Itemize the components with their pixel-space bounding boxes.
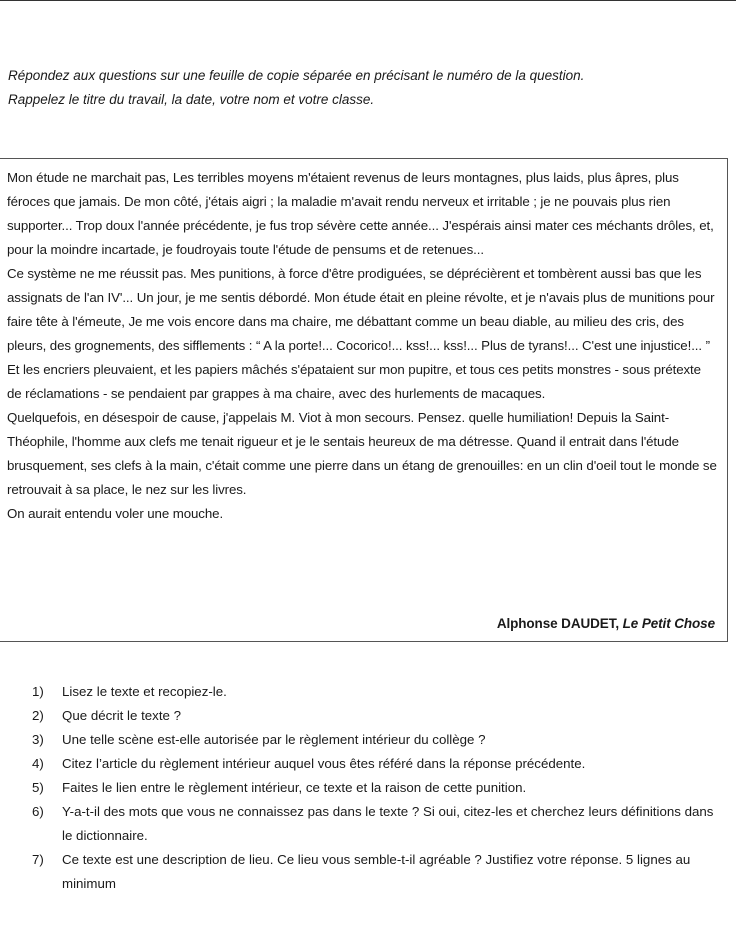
question-text: Ce texte est une description de lieu. Ce lieu vous semble-t-il agréable ? Justifiez votre réponse. 5 lignes au minimum [62,852,691,891]
question-item [32,752,722,776]
passage-paragraph: On aurait entendu voler une mouche. [7,506,224,521]
instruction-line: Répondez aux questions sur une feuille de copie séparée en précisant le numéro de la question. [8,68,585,83]
instructions [8,64,728,112]
author-name: Alphonse DAUDET, [496,616,623,631]
question-number: 4) [32,756,44,771]
question-item [32,728,722,752]
question-number: 1) [32,684,44,699]
question-number: 3) [32,732,44,747]
question-text: Une telle scène est-elle autorisée par le règlement intérieur du collège ? [62,732,486,747]
passage-paragraph: Quelquefois, en désespoir de cause, j'appelais M. Viot à mon secours. Pensez. quelle humiliation! Depuis la Saint-Théophile, l'homme aux clefs me tenait rigueur et je le sentais heureux de ma détresse. Quand il entrait dans l'étude brusquement, ses clefs à la main, c'était comme une pierre dans un étang de grenouilles: en un clin d'oeil tout le monde se retrouvait à sa place, le nez sur les livres. [7,410,717,497]
question-number: 5) [32,780,44,795]
question-item [32,800,722,848]
passage-box [0,158,728,642]
question-text: Y-a-t-il des mots que vous ne connaissez pas dans le texte ? Si oui, citez-les et cherchez leurs définitions dans le dictionnaire. [62,804,714,843]
book-title: Le Petit Chose [622,616,715,631]
top-rule [0,0,736,1]
question-text: Que décrit le texte ? [62,708,181,723]
question-item [32,848,722,896]
question-list [32,680,722,896]
question-text: Faites le lien entre le règlement intérieur, ce texte et la raison de cette punition. [62,780,527,795]
question-item [32,704,722,728]
attribution [497,612,715,636]
question-text: Citez l’article du règlement intérieur auquel vous êtes référé dans la réponse précédente. [62,756,586,771]
instruction-line: Rappelez le titre du travail, la date, votre nom et votre classe. [8,92,375,107]
question-number: 2) [32,708,44,723]
passage-paragraph: Ce système ne me réussit pas. Mes punitions, à force d'être prodiguées, se déprécièrent et tombèrent aussi bas que les assignats de l'an IV'... Un jour, je me sentis débordé. Mon étude était en pleine révolte, et je n'avais plus de munitions pour faire tête à l'émeute, Je me vois encore dans ma chaire, me débattant comme un beau diable, au milieu des cris, des pleurs, des grognements, des sifflements : “ A la porte!... Cocorico!... kss!... kss!... Plus de tyrans!... C'est une injustice!... ” Et les encriers pleuvaient, et les papiers mâchés s'épataient sur mon pupitre, et tous ces petits monstres - sous prétexte de réclamations - se pendaient par grappes à ma chaire, avec des hurlements de macaques. [7,266,715,401]
question-number: 6) [32,804,44,819]
question-text: Lisez le texte et recopiez-le. [62,684,227,699]
question-item [32,680,722,704]
question-number: 7) [32,852,44,867]
passage-paragraph: Mon étude ne marchait pas, Les terribles moyens m'étaient revenus de leurs montagnes, plus laids, plus âpres, plus féroces que jamais. De mon côté, j'étais aigri ; la maladie m'avait rendu nerveux et irritable ; je ne pouvais plus rien supporter... Trop doux l'année précédente, je fus trop sévère cette année... J'espérais ainsi mater ces méchants drôles, et, pour la moindre incartade, je foudroyais toute l'étude de pensums et de retenues... [7,170,714,257]
question-item [32,776,722,800]
